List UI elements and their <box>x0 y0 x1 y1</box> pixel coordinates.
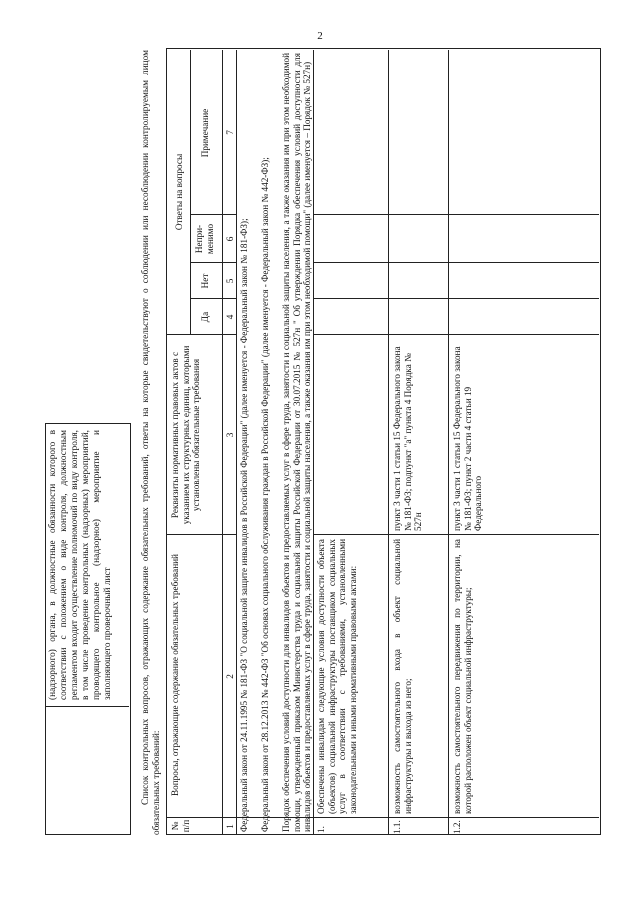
col-line-4b <box>313 298 599 299</box>
col-num-5: 5 <box>225 278 235 284</box>
col-num-4: 4 <box>225 314 235 320</box>
definition-law-442: Федеральный закон от 28.12.2013 № 442-ФЗ "Об основах социального обслуживания граждан в Российской Федерации" (далее именуется - Федеральный закон № 442-ФЗ); <box>260 157 270 832</box>
col-line-6b <box>313 214 599 215</box>
header-note: Примечание <box>200 108 210 158</box>
row-2-line <box>448 50 449 835</box>
header-answers: Ответы на вопросы <box>174 153 184 231</box>
col-line-5a <box>190 262 236 263</box>
header-no: Нет <box>200 273 210 289</box>
inspector-cell-divider <box>45 706 129 707</box>
row-3-question: возможность самостоятельного передвижения по территории, на которой расположен объект социальной инфраструктуры; <box>452 539 473 814</box>
col-num-7: 7 <box>225 130 235 135</box>
col-line-5b <box>313 262 599 263</box>
col-num-1: 1 <box>225 824 235 829</box>
col-num-2: 2 <box>225 674 235 679</box>
row-3-num: 1.2. <box>452 820 462 834</box>
page-number: 2 <box>317 30 323 42</box>
header-requisites: Реквизиты нормативных правовых актов с указанием их структурных единиц, которыми установлены обязательные требования <box>170 345 201 525</box>
col-line-2a <box>166 534 236 535</box>
definition-order-527n: Порядок обеспечения условий доступности для инвалидов объектов и предоставляемых услуг в сфере труда, занятости и социальной защиты населения, а также оказания им при этом необходимой помощи, утвержденный приказом Министерства труда и социальной защиты Российской Федерации от 30.07.2015 № 527н " Об утверждении Порядка обеспечения условий доступности для инвалидов объектов и предоставляемых услуг в сфере труда, занятости и социальной защиты населения, а также оказания им при этом необходимой помощи" (далее именуется – Порядок № 527н) <box>281 53 312 832</box>
definition-law-181: Федеральный закон от 24.11.1995 № 181-ФЗ "О социальной защите инвалидов в Российской Федерации" (далее именуется - Федеральный закон № 181-ФЗ); <box>239 218 249 832</box>
row-1-line <box>388 50 389 835</box>
row-1-num: 1. <box>316 826 326 833</box>
definitions-bottom-line <box>313 50 314 835</box>
col-line-1 <box>166 817 599 818</box>
answers-subheader-line <box>190 50 191 335</box>
header-num: № п/п <box>170 819 191 833</box>
col-line-2b <box>313 534 599 535</box>
col-line-6a <box>190 214 236 215</box>
rotated-page <box>30 50 610 855</box>
header-questions: Вопросы, отражающие содержание обязательных требований <box>170 554 180 796</box>
checklist-intro: Список контрольных вопросов, отражающих содержание обязательных требований, ответы на которые свидетельствуют о соблюдении или несоблюдении контролируемым лицом обязательных требований: <box>141 50 162 835</box>
header-yes: Да <box>200 311 210 323</box>
col-line-3b <box>313 334 599 335</box>
col-num-3: 3 <box>225 432 235 438</box>
inspector-cell-text: (надзорного) органа, в должностные обязанности которого в соответствии с положением о виде контроля, должностным регламентом входит осуществление полномочий по виду контроля, в том числе проведение контрольных (надзорных) мероприятий, проводящего контрольное (надзорное) мероприятие и заполняющего проверочный лист <box>48 430 113 700</box>
header-na: Непри-менимо <box>194 223 215 255</box>
row-3-requisites: пункт 3 части 1 статьи 15 Федерального закона № 181-ФЗ; пункт 2 части 4 статьи 19 Федерального <box>452 346 483 531</box>
row-2-question: возможность самостоятельного входа в объект социальной инфраструктуры и выхода из него; <box>392 539 413 814</box>
col-line-3a <box>166 334 236 335</box>
header-bottom-line <box>222 50 223 835</box>
row-2-requisites: пункт 3 части 1 статьи 15 Федерального закона № 181-ФЗ; подпункт "а" пункта 4 Порядка № 527н <box>392 346 423 531</box>
row-1-question: Обеспечены инвалидам следующие условия доступности объекта (объектов) социальной инфраструктуры поставщиком социальных услуг в соответствии с требованиями, установленными законодательными и иными нормативными правовыми актами: <box>316 539 358 814</box>
col-line-4a <box>190 298 236 299</box>
col-number-line <box>236 50 237 835</box>
row-2-num: 1.1. <box>392 820 402 834</box>
col-num-6: 6 <box>225 236 235 242</box>
